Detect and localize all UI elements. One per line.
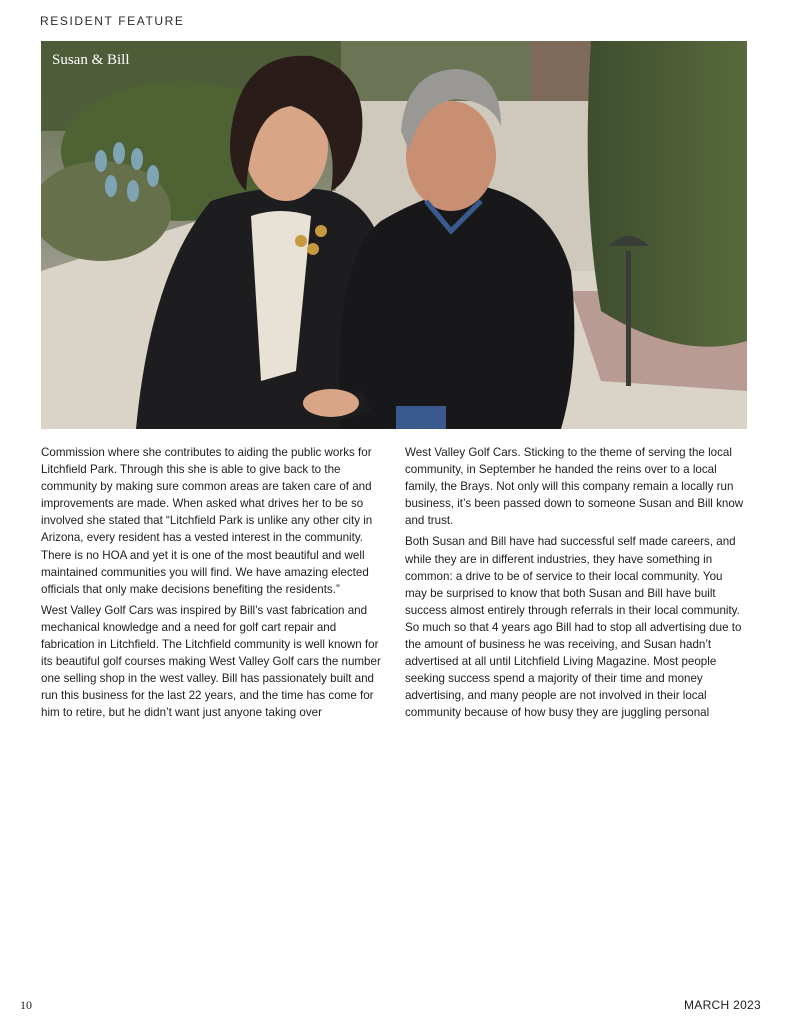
article-paragraph: Commission where she contributes to aiding the public works for Litchfield Park. Through this she is able to give back to the community by making sure common areas are taken care of and improvements are made. When asked what drives her to be so involved she stated that “Litchfield Park is unlike any other city in Arizona, every resident has a vested interest in the community. There is no HOA and yet it is one of the most beautiful and well maintained communities you will find. We have amazing elected officials that only make decisions benefiting the residents.”: [41, 446, 373, 596]
article-paragraph: Both Susan and Bill have had successful self made careers, and while they are in different industries, they have something in common: a drive to be of service to their local community. You may be surprised to know that both Susan and Bill have built success almost entirely through referrals in their local community. So much so that 4 years ago Bill had to stop all advertising due to the amount of business he was receiving, and Susan hadn’t advertised at all until Litchfield Living Magazine. Most people seeking success spend a majority of their time and money advertising, and many people are not involved in their local community because of how busy they are juggling personal: [405, 535, 742, 720]
page-number: 10: [20, 998, 32, 1012]
feature-photo: [41, 41, 747, 429]
section-label: RESIDENT FEATURE: [40, 14, 185, 28]
article-column-left: [41, 444, 383, 726]
article-column-right: [405, 444, 747, 726]
article-paragraph: West Valley Golf Cars. Sticking to the theme of serving the local community, in September he handed the reins over to a local family, the Brays. Not only will this company remain a locally run business, it’s been passed down to someone Susan and Bill know and trust.: [405, 446, 744, 528]
article-paragraph: West Valley Golf Cars was inspired by Bill’s vast fabrication and mechanical knowledge and a need for golf cart repair and fabrication in Litchfield. The Litchfield community is well known for its beautiful golf courses making West Valley Golf cars the number one selling shop in the west valley. Bill has passionately built and run this business for the last 22 years, and the time has come for him to retire, but he didn’t want just anyone taking over: [41, 603, 381, 720]
issue-date: MARCH 2023: [683, 998, 761, 1012]
photo-caption: Susan & Bill: [52, 52, 130, 68]
photo-illustration: [41, 41, 747, 429]
